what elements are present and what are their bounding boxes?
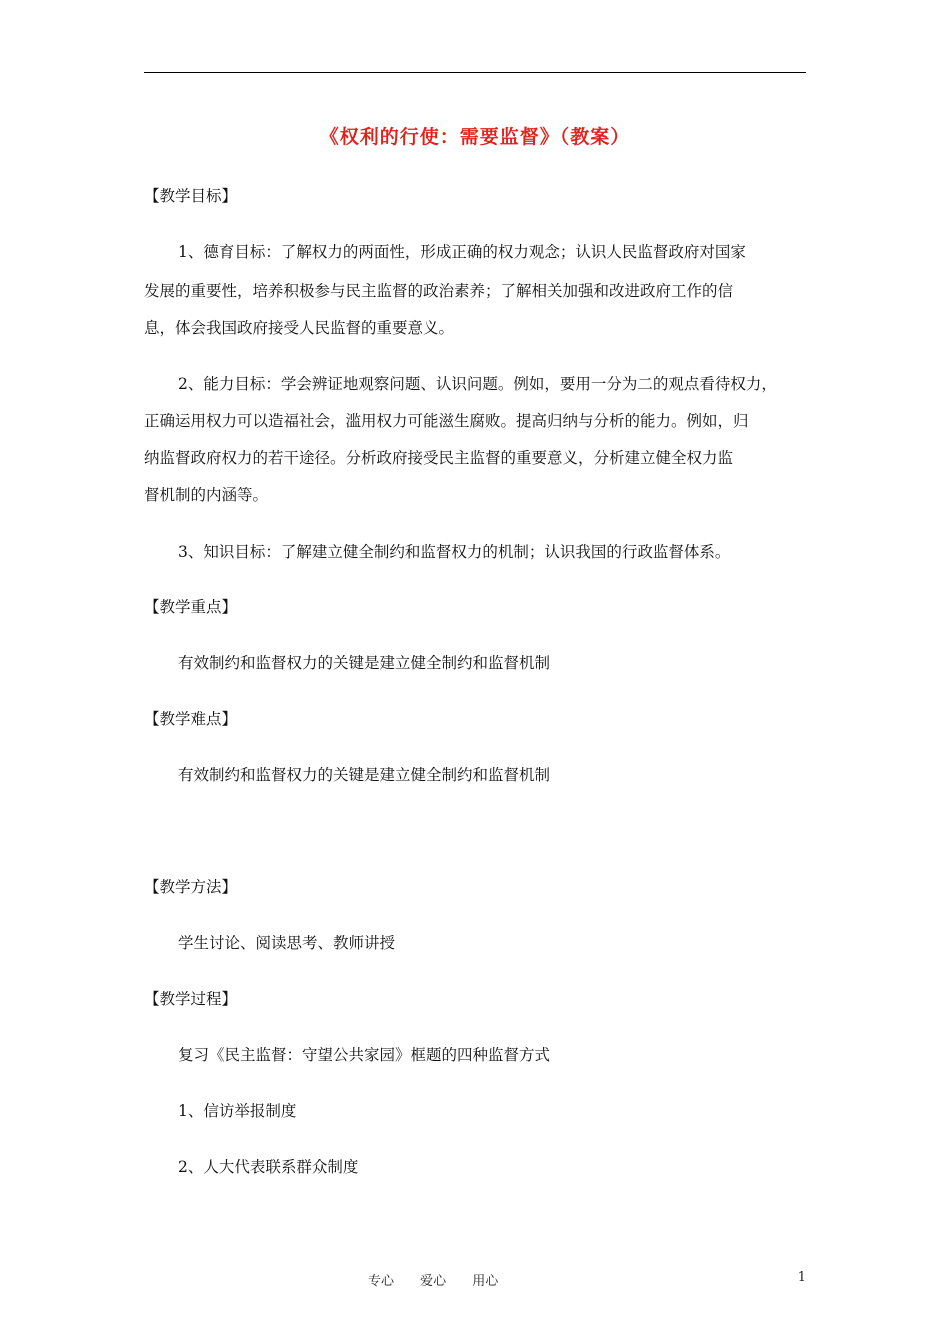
method-heading: 【教学方法】	[144, 878, 238, 896]
header-rule	[144, 72, 806, 73]
process-item-1: 1、信访举报制度	[178, 1102, 297, 1120]
document-title: 《权利的行使：需要监督》（教案）	[319, 126, 631, 148]
footer-motto: 专心 爱心 用心	[368, 1274, 499, 1289]
objective-2-line-1: 2、能力目标：学会辨证地观察问题、认识问题。例如，要用一分为二的观点看待权力，	[178, 375, 777, 393]
objective-1-line-3: 息，体会我国政府接受人民监督的重要意义。	[144, 319, 455, 337]
objective-1-line-2: 发展的重要性，培养积极参与民主监督的政治素养；了解相关加强和改进政府工作的信	[144, 282, 734, 300]
method-text: 学生讨论、阅读思考、教师讲授	[178, 934, 396, 952]
process-item-2: 2、人大代表联系群众制度	[178, 1158, 359, 1176]
page-number: 1	[797, 1270, 806, 1285]
difficulty-text: 有效制约和监督权力的关键是建立健全制约和监督机制	[178, 766, 551, 784]
objective-2-line-3: 纳监督政府权力的若干途径。分析政府接受民主监督的重要意义，分析建立健全权力监	[144, 449, 734, 467]
process-intro: 复习《民主监督：守望公共家园》框题的四种监督方式	[178, 1046, 551, 1064]
objectives-heading: 【教学目标】	[144, 187, 238, 205]
process-heading: 【教学过程】	[144, 990, 238, 1008]
objective-3: 3、知识目标：了解建立健全制约和监督权力的机制；认识我国的行政监督体系。	[178, 543, 731, 561]
objective-2-line-4: 督机制的内涵等。	[144, 486, 269, 504]
difficulty-heading: 【教学难点】	[144, 710, 238, 728]
objective-1-line-1: 1、德育目标：了解权力的两面性，形成正确的权力观念；认识人民监督政府对国家	[178, 243, 746, 261]
key-points-text: 有效制约和监督权力的关键是建立健全制约和监督机制	[178, 654, 551, 672]
key-points-heading: 【教学重点】	[144, 598, 238, 616]
objective-2-line-2: 正确运用权力可以造福社会，滥用权力可能滋生腐败。提高归纳与分析的能力。例如，归	[144, 412, 749, 430]
